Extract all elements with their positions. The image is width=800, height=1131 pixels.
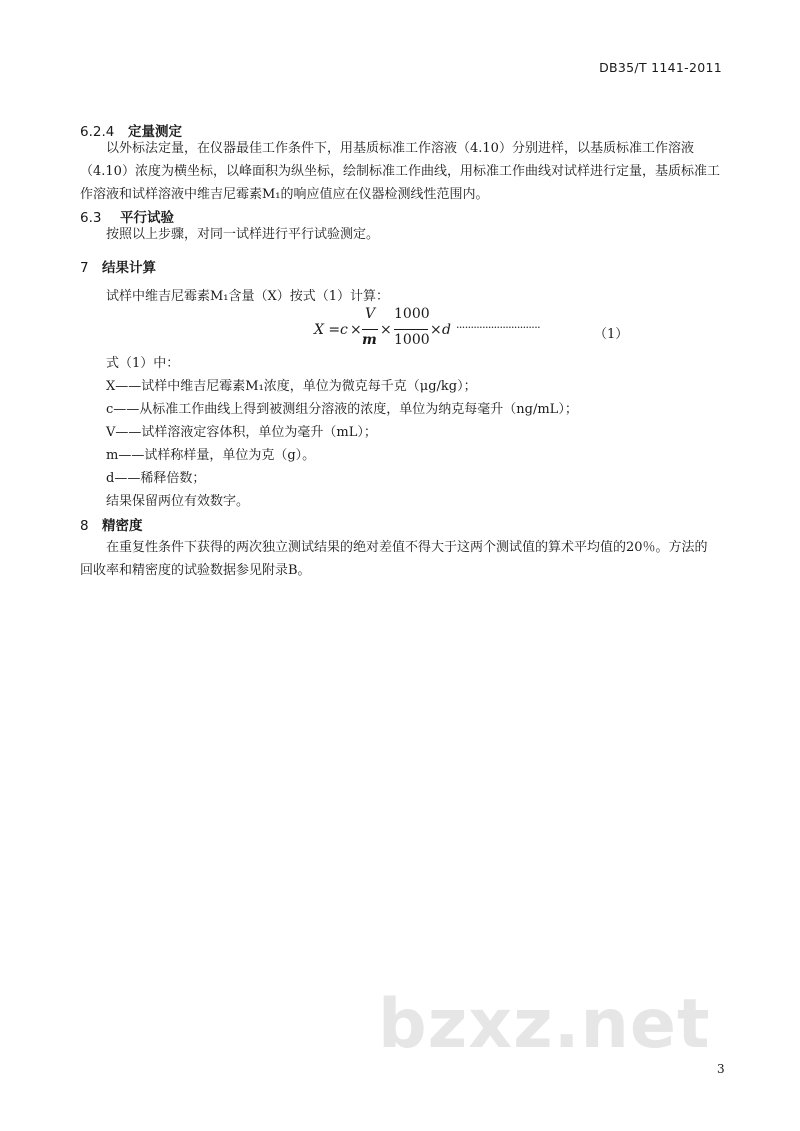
fraction-denominator-m: m [362, 332, 377, 348]
fraction-v-over-m [362, 308, 378, 354]
rounding-note: 结果保留两位有效数字。 [106, 494, 250, 509]
page-number: 3 [717, 1062, 725, 1076]
formula-times-1: × [350, 322, 362, 338]
section-7-heading [80, 256, 156, 276]
section-6-3-text: 按照以上步骤，对同一试样进行平行试验测定。 [106, 227, 380, 242]
definition-v: V——试样溶液定容体积，单位为毫升（mL）； [106, 425, 377, 440]
section-8-text: 在重复性条件下获得的两次独立测试结果的绝对差值不得大于这两个测试值的算术平均值的20％。方法的回收率和精密度的试验数据参见附录B。 [80, 540, 708, 578]
fraction-numerator-1000: 1000 [394, 306, 430, 322]
formula-lhs: X = [314, 322, 341, 338]
section-number: 8 [80, 518, 89, 534]
section-8-heading [80, 514, 143, 534]
definition-m: m——试样称样量，单位为克（g）。 [106, 448, 316, 463]
definition-c: c——从标准工作曲线上得到被测组分溶液的浓度，单位为纳克每毫升（ng/mL）； [106, 402, 578, 417]
section-number: 7 [80, 260, 89, 276]
formula-number: （1） [594, 327, 629, 342]
section-number: 6.3 [80, 210, 102, 226]
formula-times-2: × [380, 322, 392, 338]
formula-c: c [340, 322, 348, 338]
watermark: bzxz.net [378, 985, 711, 1064]
formula-intro: 试样中维吉尼霉素M₁含量（X）按式（1）计算： [106, 289, 390, 304]
formula-times-3: × [430, 322, 442, 338]
formula-d: d [442, 322, 451, 338]
fraction-1000-over-1000 [394, 308, 428, 354]
formula-leader-dots: ····························· [456, 321, 541, 334]
standard-code: DB35/T 1141-2011 [599, 60, 722, 75]
definition-x: X——试样中维吉尼霉素M₁浓度，单位为微克每千克（μg/kg）； [106, 379, 477, 394]
section-title: 精密度 [102, 518, 143, 534]
formula-1 [314, 308, 634, 358]
section-title: 平行试验 [120, 210, 174, 226]
definition-d: d——稀释倍数； [106, 471, 206, 486]
where-label: 式（1）中： [106, 356, 180, 371]
fraction-bar [362, 329, 378, 330]
section-number: 6.2.4 [80, 124, 115, 140]
fraction-denominator-1000: 1000 [394, 332, 430, 348]
section-6-2-4-text: 以外标法定量，在仪器最佳工作条件下，用基质标准工作溶液（4.10）分别进样，以基质标准工作溶液（4.10）浓度为横坐标，以峰面积为纵坐标，绘制标准工作曲线，用标准工作曲线对试样进行定量，基质标准工作溶液和试样溶液中维吉尼霉素M₁的响应值应在仪器检测线性范围内。 [80, 141, 720, 202]
fraction-bar [394, 329, 428, 330]
fraction-numerator-v: V [365, 306, 376, 322]
section-title: 定量测定 [128, 124, 182, 140]
section-title: 结果计算 [102, 260, 156, 276]
